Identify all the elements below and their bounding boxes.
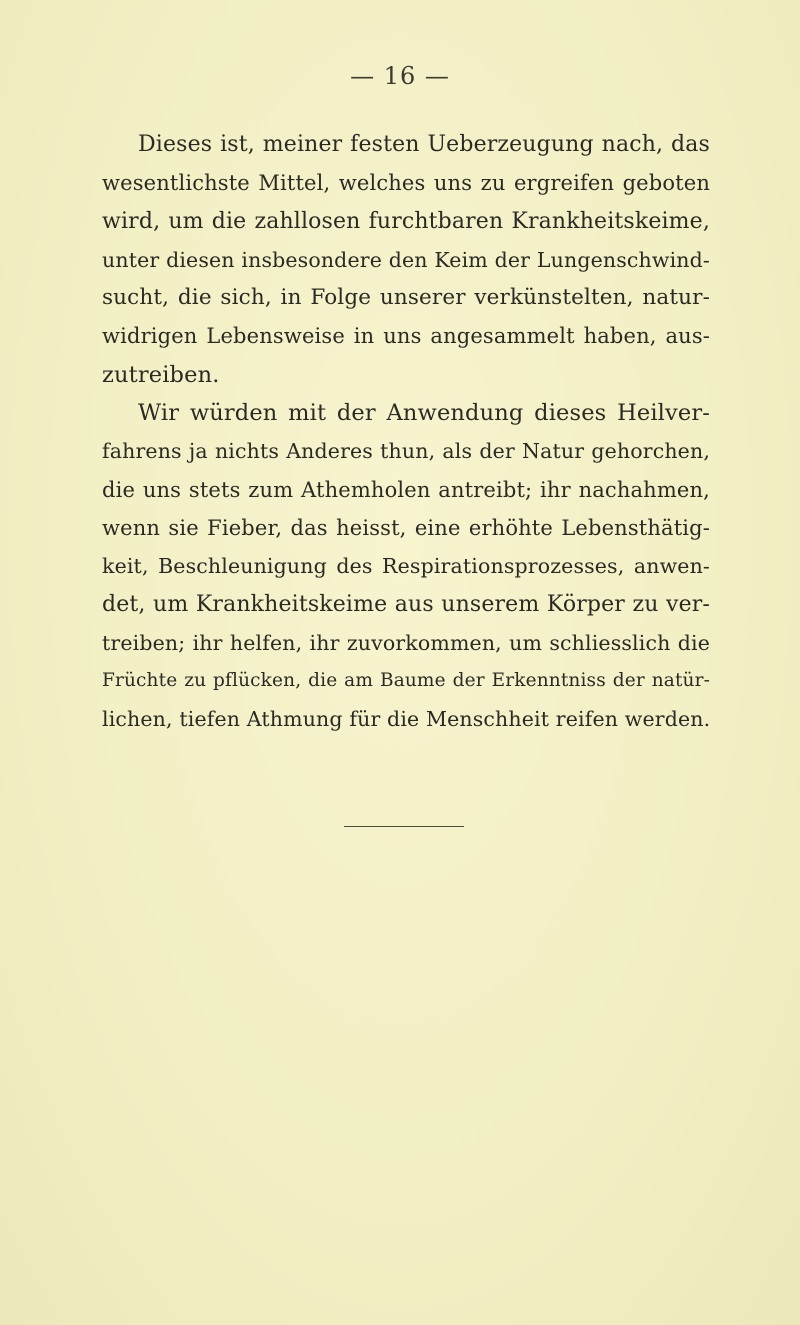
text-line: wesentlichste Mittel, welches uns zu ergreifen geboten (102, 171, 710, 196)
text-line: treiben; ihr helfen, ihr zuvorkommen, um schliesslich die (102, 630, 710, 655)
text-line: det, um Krankheitskeime aus unserem Körper zu ver- (102, 591, 710, 617)
text-line: Früchte zu pflücken, die am Baume der Erkenntniss der natür- (102, 670, 710, 692)
text-line: Dieses ist, meiner festen Ueberzeugung nach, das (138, 132, 710, 157)
end-rule (344, 826, 464, 827)
body-text (102, 126, 710, 739)
text-line: wenn sie Fieber, das heisst, eine erhöhte Lebensthätig- (102, 515, 710, 540)
text-line: keit, Beschleunigung des Respirationsprozesses, anwen- (102, 554, 710, 579)
page-number: — 16 — (350, 62, 450, 90)
paragraph-1 (102, 126, 710, 394)
text-line: zutreiben. (102, 361, 220, 388)
text-line: die uns stets zum Athemholen antreibt; ihr nachahmen, (102, 477, 710, 502)
text-line: unter diesen insbesondere den Keim der Lungenschwind- (102, 247, 710, 272)
text-line: Wir würden mit der Anwendung dieses Heilver- (138, 400, 710, 427)
text-line: wird, um die zahllosen furchtbaren Krankheitskeime, (102, 208, 710, 234)
text-line: lichen, tiefen Athmung für die Menschheit reifen werden. (102, 707, 711, 732)
paragraph-2 (102, 394, 710, 739)
text-line: fahrens ja nichts Anderes thun, als der Natur gehorchen, (102, 439, 710, 464)
text-line: sucht, die sich, in Folge unserer verkünstelten, natur- (102, 285, 710, 311)
text-line: widrigen Lebensweise in uns angesammelt haben, aus- (102, 324, 710, 349)
